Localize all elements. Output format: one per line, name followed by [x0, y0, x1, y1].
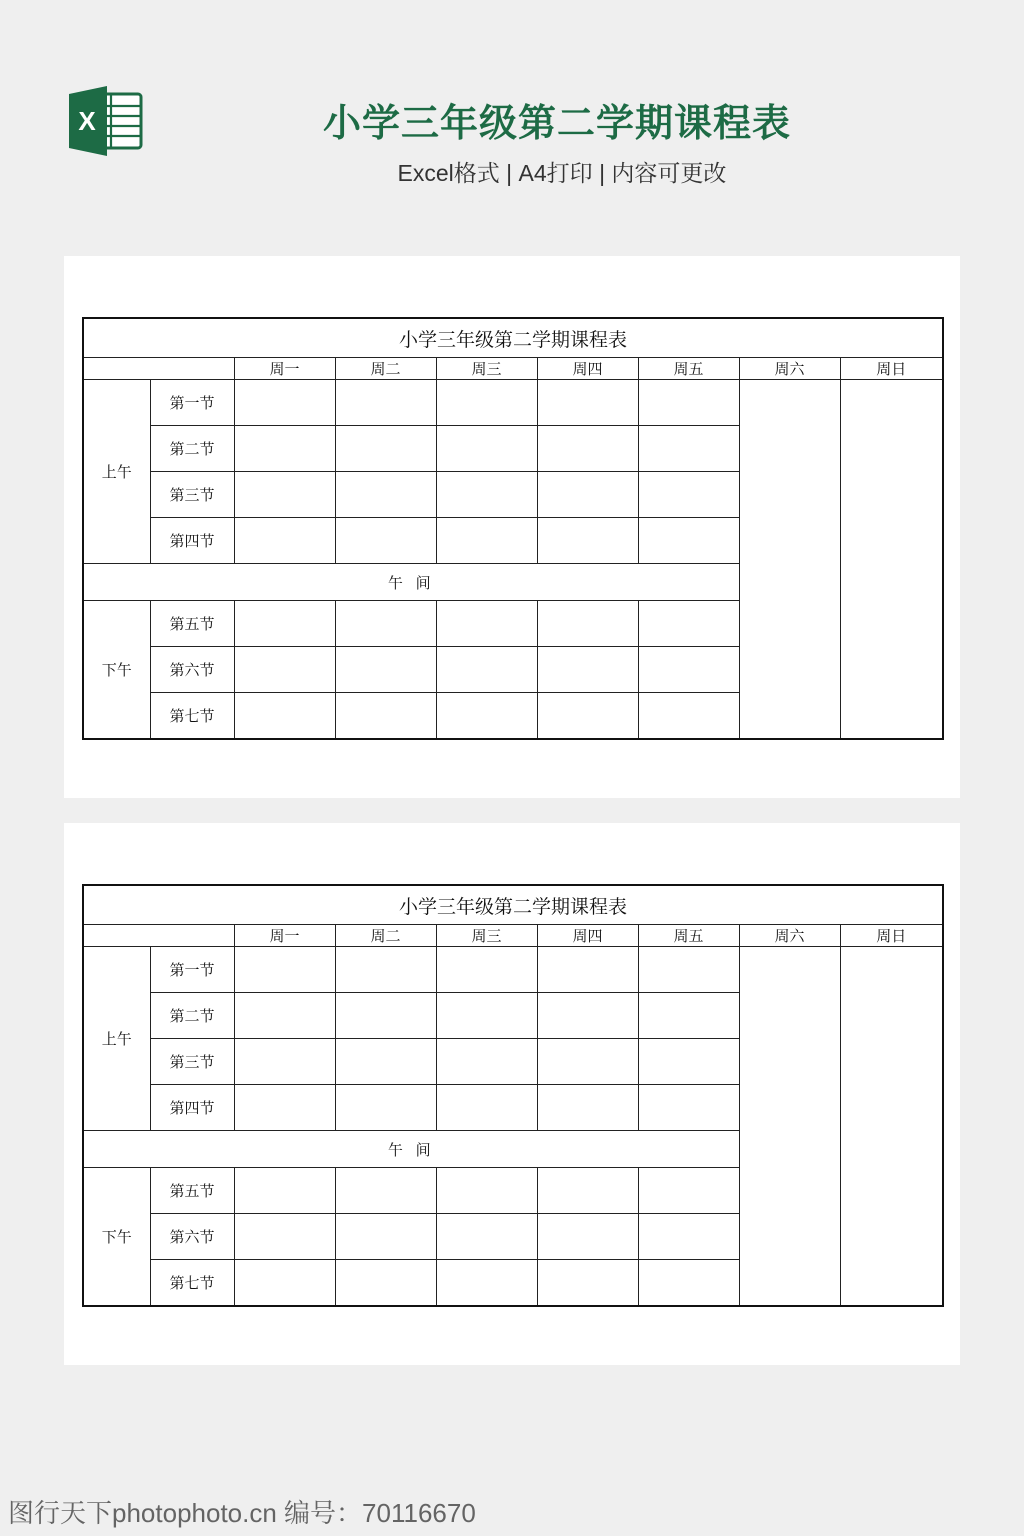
- day-header-mon: 周一: [234, 358, 335, 380]
- schedule-cell: [234, 380, 335, 426]
- schedule-cell: [335, 518, 436, 564]
- page-title: 小学三年级第二学期课程表: [322, 101, 791, 145]
- schedule-cell: [436, 947, 537, 993]
- schedule-cell: [436, 380, 537, 426]
- afternoon-label: 下午: [83, 601, 150, 740]
- saturday-column: [739, 380, 840, 740]
- schedule-cell: [234, 1168, 335, 1214]
- schedule-cell: [335, 1260, 436, 1307]
- schedule-cell: [436, 647, 537, 693]
- schedule-cell: [638, 693, 739, 740]
- schedule-cell: [234, 1260, 335, 1307]
- schedule-cell: [638, 1085, 739, 1131]
- lunch-break-row: 午 间: [83, 1131, 739, 1168]
- schedule-cell: [335, 601, 436, 647]
- schedule-cell: [234, 426, 335, 472]
- schedule-cell: [335, 1085, 436, 1131]
- morning-label: 上午: [83, 380, 150, 564]
- schedule-cell: [436, 601, 537, 647]
- day-header-sat: 周六: [739, 925, 840, 947]
- timetable-2: [82, 884, 944, 1307]
- schedule-cell: [436, 1214, 537, 1260]
- timetable-title: 小学三年级第二学期课程表: [83, 885, 943, 925]
- period-label: 第六节: [150, 647, 234, 693]
- schedule-cell: [537, 1168, 638, 1214]
- corner-cell: [83, 925, 234, 947]
- corner-cell: [83, 358, 234, 380]
- period-label: 第三节: [150, 1039, 234, 1085]
- schedule-cell: [638, 1039, 739, 1085]
- day-header-sun: 周日: [840, 358, 943, 380]
- schedule-cell: [537, 1260, 638, 1307]
- schedule-cell: [436, 693, 537, 740]
- schedule-cell: [638, 947, 739, 993]
- schedule-cell: [537, 518, 638, 564]
- schedule-cell: [537, 947, 638, 993]
- schedule-cell: [638, 1260, 739, 1307]
- day-header-thu: 周四: [537, 925, 638, 947]
- schedule-cell: [335, 947, 436, 993]
- period-label: 第二节: [150, 993, 234, 1039]
- period-label: 第五节: [150, 601, 234, 647]
- schedule-cell: [537, 601, 638, 647]
- schedule-cell: [436, 1260, 537, 1307]
- schedule-cell: [436, 472, 537, 518]
- watermark-text: 图行天下photophoto.cn 编号：70116670: [8, 1498, 476, 1528]
- timetable-preview-2: [64, 823, 960, 1365]
- schedule-cell: [335, 472, 436, 518]
- schedule-cell: [638, 647, 739, 693]
- day-header-tue: 周二: [335, 925, 436, 947]
- schedule-cell: [335, 380, 436, 426]
- schedule-cell: [234, 1039, 335, 1085]
- schedule-cell: [436, 1168, 537, 1214]
- period-label: 第三节: [150, 472, 234, 518]
- timetable-preview-1: [64, 256, 960, 798]
- schedule-cell: [436, 1085, 537, 1131]
- schedule-cell: [436, 1039, 537, 1085]
- schedule-cell: [638, 993, 739, 1039]
- schedule-cell: [537, 380, 638, 426]
- day-header-sun: 周日: [840, 925, 943, 947]
- schedule-cell: [234, 647, 335, 693]
- day-header-wed: 周三: [436, 925, 537, 947]
- schedule-cell: [537, 426, 638, 472]
- schedule-cell: [537, 1039, 638, 1085]
- schedule-cell: [638, 1214, 739, 1260]
- period-label: 第六节: [150, 1214, 234, 1260]
- schedule-cell: [335, 647, 436, 693]
- day-header-mon: 周一: [234, 925, 335, 947]
- schedule-cell: [335, 1214, 436, 1260]
- schedule-cell: [638, 380, 739, 426]
- day-header-sat: 周六: [739, 358, 840, 380]
- schedule-cell: [234, 518, 335, 564]
- day-header-thu: 周四: [537, 358, 638, 380]
- schedule-cell: [537, 472, 638, 518]
- schedule-cell: [234, 1085, 335, 1131]
- timetable-title: 小学三年级第二学期课程表: [83, 318, 943, 358]
- period-label: 第四节: [150, 1085, 234, 1131]
- period-label: 第二节: [150, 426, 234, 472]
- schedule-cell: [335, 693, 436, 740]
- period-label: 第一节: [150, 380, 234, 426]
- schedule-cell: [335, 1168, 436, 1214]
- schedule-cell: [638, 518, 739, 564]
- schedule-cell: [335, 993, 436, 1039]
- schedule-cell: [537, 993, 638, 1039]
- day-header-fri: 周五: [638, 925, 739, 947]
- schedule-cell: [537, 1085, 638, 1131]
- schedule-cell: [234, 601, 335, 647]
- period-label: 第四节: [150, 518, 234, 564]
- schedule-cell: [335, 1039, 436, 1085]
- day-header-wed: 周三: [436, 358, 537, 380]
- sunday-column: [840, 947, 943, 1307]
- morning-label: 上午: [83, 947, 150, 1131]
- schedule-cell: [335, 426, 436, 472]
- schedule-cell: [234, 1214, 335, 1260]
- saturday-column: [739, 947, 840, 1307]
- schedule-cell: [537, 1214, 638, 1260]
- schedule-cell: [638, 426, 739, 472]
- schedule-cell: [234, 693, 335, 740]
- schedule-cell: [638, 601, 739, 647]
- day-header-fri: 周五: [638, 358, 739, 380]
- period-label: 第七节: [150, 1260, 234, 1307]
- period-label: 第一节: [150, 947, 234, 993]
- schedule-cell: [638, 472, 739, 518]
- day-header-tue: 周二: [335, 358, 436, 380]
- schedule-cell: [436, 518, 537, 564]
- schedule-cell: [234, 993, 335, 1039]
- schedule-cell: [537, 693, 638, 740]
- page-subtitle: Excel格式 | A4打印 | 内容可更改: [397, 160, 727, 186]
- period-label: 第七节: [150, 693, 234, 740]
- schedule-cell: [638, 1168, 739, 1214]
- sunday-column: [840, 380, 943, 740]
- period-label: 第五节: [150, 1168, 234, 1214]
- timetable-1: [82, 317, 944, 740]
- schedule-cell: [436, 993, 537, 1039]
- schedule-cell: [537, 647, 638, 693]
- lunch-break-row: 午 间: [83, 564, 739, 601]
- schedule-cell: [436, 426, 537, 472]
- excel-logo-letter: X: [78, 106, 96, 136]
- schedule-cell: [234, 947, 335, 993]
- schedule-cell: [234, 472, 335, 518]
- afternoon-label: 下午: [83, 1168, 150, 1307]
